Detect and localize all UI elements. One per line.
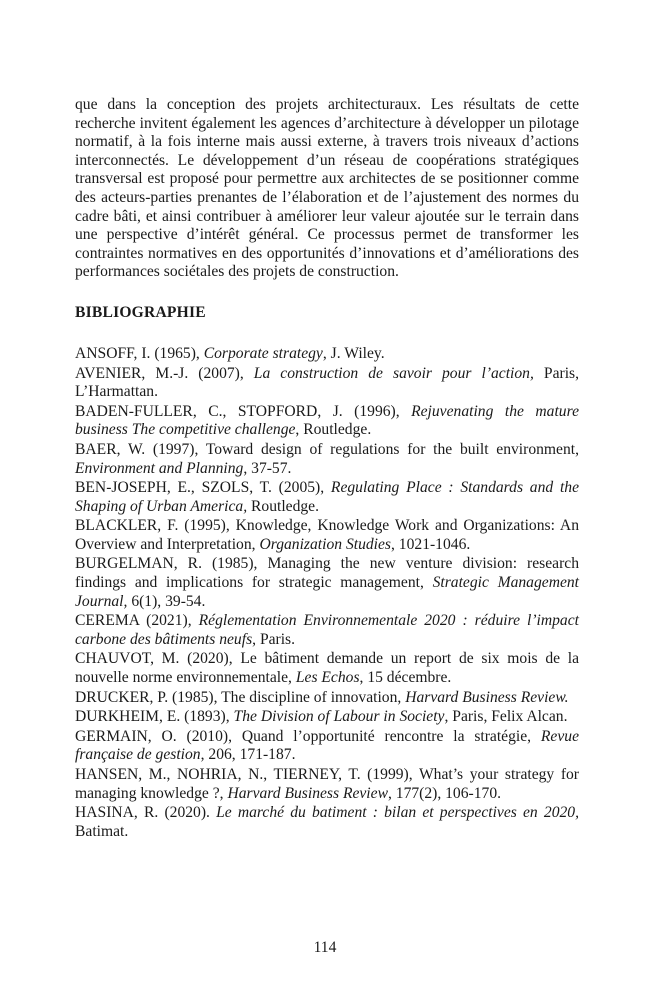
bibliography-entry — [75, 517, 579, 554]
entry-title: Organization Studies — [259, 535, 391, 553]
entry-publication: , 1021-1046. — [391, 535, 471, 553]
entry-publication: , 206, 171-187. — [200, 746, 296, 764]
entry-title: Les Echos — [295, 669, 360, 687]
entry-title: Environment and Planning — [75, 459, 244, 477]
bibliography-entry — [75, 479, 579, 516]
bibliography-entry — [75, 365, 579, 402]
bibliography-entry — [75, 728, 579, 765]
entry-publication: Batimat. — [75, 822, 129, 840]
entry-title: Corporate strategy — [203, 344, 323, 362]
entry-authors: DURKHEIM, E. (1893), — [75, 708, 234, 726]
bibliography-entry — [75, 650, 579, 687]
entry-authors: CEREMA (2021), — [75, 612, 199, 630]
entry-title: Le marché du batiment : bilan et perspectives en 2020, — [216, 804, 579, 822]
entry-publication: , J. Wiley. — [322, 344, 385, 362]
page-number: 114 — [313, 939, 337, 956]
entry-title: La construction de savoir pour l’action, — [253, 364, 534, 382]
entry-authors: AVENIER, M.-J. (2007), — [75, 364, 254, 382]
entry-publication: , Routledge. — [295, 421, 372, 439]
entry-authors: BLACKLER, F. (1995), Knowledge, Knowledge Work and Organizations: An Overview and Interpretation, — [75, 517, 579, 553]
entry-publication: Routledge. — [247, 497, 320, 515]
entry-authors: ANSOFF, I. (1965), — [75, 344, 204, 362]
body-paragraph: que dans la conception des projets architecturaux. Les résultats de cette recherche invitent également les agences d’architecture à développer un pilotage normatif, à la fois interne mais aussi externe, à travers trois niveaux d’actions interconnectés. Le développement d’un réseau de coopérations stratégiques transversal est proposé pour permettre aux architectes de se positionner comme des acteurs-parties prenantes de l’élaboration et de l’ajustement des normes du cadre bâti, et ainsi contribuer à améliorer leur valeur ajoutée sur le terrain dans une perspective d’intérêt général. Ce processus permet de transformer les contraintes normatives en des opportunités d’innovations et d’améliorations des performances sociétales des projets de construction. — [75, 96, 579, 281]
bibliography-entry — [75, 555, 579, 611]
entry-title: Réglementation Environnementale 2020 : réduire l’impact carbone des bâtiments neufs — [75, 612, 579, 648]
entry-authors: DRUCKER, P. (1985), The discipline of innovation, — [75, 688, 406, 706]
entry-title: Harvard Business Review. — [405, 688, 569, 706]
entry-title: Revue française de gestion — [75, 727, 579, 764]
entry-authors: BEN-JOSEPH, E., SZOLS, T. (2005), — [75, 479, 331, 497]
entry-publication: 6(1), 39-54. — [127, 592, 206, 610]
entry-authors: HASINA, R. (2020). — [75, 804, 217, 822]
bibliography-entry — [75, 804, 579, 841]
entry-authors: BAER, W. (1997), Toward design of regulations for the built environment, — [75, 440, 579, 458]
entry-authors: BADEN-FULLER, C., STOPFORD, J. (1996), — [75, 402, 412, 420]
entry-publication: Paris, L’Harmattan. — [75, 364, 579, 401]
entry-title: Regulating Place : Standards and the Shaping of Urban America, — [75, 479, 579, 515]
bibliography-entry — [75, 766, 579, 803]
bibliography-list — [75, 345, 579, 841]
entry-authors: GERMAIN, O. (2010), Quand l’opportunité rencontre la stratégie, — [75, 727, 541, 745]
entry-publication: , Paris. — [252, 630, 296, 648]
entry-title: Harvard Business Review — [227, 784, 388, 802]
bibliography-entry — [75, 403, 579, 440]
entry-title: Rejuvenating the mature business The competitive challenge — [75, 402, 579, 439]
entry-publication: , 15 décembre. — [359, 669, 452, 687]
entry-publication: , Paris, Felix Alcan. — [444, 708, 568, 726]
entry-authors: HANSEN, M., NOHRIA, N., TIERNEY, T. (1999), What’s your strategy for managing knowledge ?, — [75, 766, 579, 802]
entry-authors: CHAUVOT, M. (2020), Le bâtiment demande un report de six mois de la nouvelle norme environnementale, — [75, 650, 579, 687]
bibliography-entry — [75, 345, 579, 364]
entry-publication: , 37-57. — [243, 459, 292, 477]
page-content — [75, 96, 579, 842]
bibliography-heading: BIBLIOGRAPHIE — [75, 303, 206, 321]
bibliography-entry — [75, 689, 579, 708]
entry-publication: , 177(2), 106-170. — [387, 784, 502, 802]
entry-authors: BURGELMAN, R. (1985), Managing the new venture division: research findings and implications for strategic management, — [75, 555, 579, 592]
entry-title: The Division of Labour in Society — [233, 708, 445, 726]
bibliography-entry — [75, 612, 579, 649]
bibliography-entry — [75, 441, 579, 478]
entry-title: Strategic Management Journal, — [75, 574, 580, 610]
bibliography-entry — [75, 708, 579, 727]
